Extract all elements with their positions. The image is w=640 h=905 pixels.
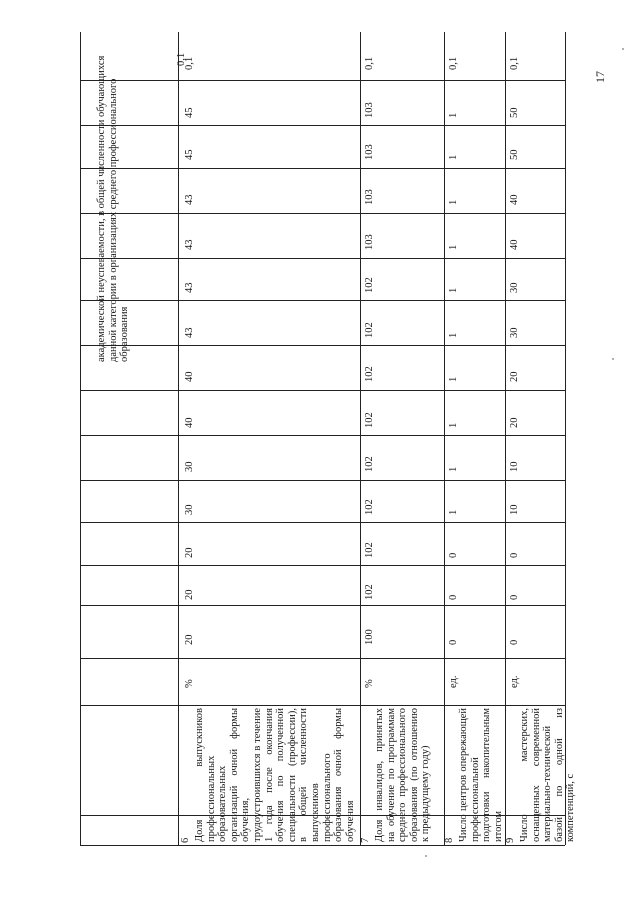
value-cell: 102 <box>364 456 375 472</box>
value-cell: 43 <box>184 282 195 293</box>
page-number: 17 <box>593 71 607 83</box>
value-cell: 1 <box>448 154 459 160</box>
value-cell: 20 <box>509 417 520 428</box>
value-cell: 50 <box>509 149 520 160</box>
value-cell: 1 <box>448 466 459 472</box>
value-cell: 0 <box>448 552 459 558</box>
value-cell: 43 <box>184 327 195 338</box>
indicator-description: Доля выпускников профессиональных образовательных организаций очной формы обучения, трудоустроившихся в течение 1 года после окончания обучения по полученной специальности (профессии), в общей численности выпускников профессионального образования очной формы обучения <box>194 708 356 842</box>
value-cell: 0 <box>448 639 459 645</box>
value-cell: 1 <box>448 509 459 515</box>
value-cell: 40 <box>509 194 520 205</box>
value-cell: 1 <box>448 332 459 338</box>
value-cell: 0 <box>509 594 520 600</box>
value-cell: 1 <box>448 244 459 250</box>
value-cell: 40 <box>509 239 520 250</box>
indicator-description: Число центров опережающей профессиональной подготовки накопительным итогом <box>458 708 504 842</box>
value-cell: 40 <box>184 371 195 382</box>
value-cell: 20 <box>509 371 520 382</box>
column-border <box>80 345 565 346</box>
value-cell: 0 <box>448 594 459 600</box>
column-border <box>80 845 565 846</box>
continuation-value: 0,1 <box>176 52 187 66</box>
row-border <box>444 32 445 845</box>
value-cell: 102 <box>364 584 375 600</box>
value-cell: 1 <box>448 287 459 293</box>
value-cell: 0,1 <box>184 56 195 70</box>
value-cell: 30 <box>509 327 520 338</box>
unit-cell: % <box>364 679 375 688</box>
value-cell: 1 <box>448 112 459 118</box>
value-cell: 30 <box>184 504 195 515</box>
row-border <box>80 32 81 845</box>
unit-cell: ед. <box>448 675 459 688</box>
value-cell: 100 <box>364 629 375 645</box>
value-cell: 0 <box>509 552 520 558</box>
value-cell: 0 <box>509 639 520 645</box>
value-cell: 10 <box>509 461 520 472</box>
column-border <box>80 125 565 126</box>
column-border <box>80 213 565 214</box>
value-cell: 45 <box>184 107 195 118</box>
value-cell: 102 <box>364 412 375 428</box>
value-cell: 43 <box>184 194 195 205</box>
value-cell: 103 <box>364 102 375 118</box>
value-cell: 43 <box>184 239 195 250</box>
value-cell: 102 <box>364 366 375 382</box>
column-border <box>80 658 565 659</box>
unit-cell: % <box>184 679 195 688</box>
column-border <box>80 565 565 566</box>
value-cell: 103 <box>364 144 375 160</box>
scan-speck <box>622 48 624 50</box>
column-border <box>80 480 565 481</box>
value-cell: 20 <box>184 589 195 600</box>
value-cell: 0,1 <box>448 56 459 70</box>
value-cell: 103 <box>364 189 375 205</box>
column-border <box>80 390 565 391</box>
value-cell: 40 <box>184 417 195 428</box>
continuation-text: академической неуспеваемости, в общей численности обучающихся данной категории в организациях среднего профессионального образования <box>96 55 131 362</box>
value-cell: 10 <box>509 504 520 515</box>
value-cell: 30 <box>184 461 195 472</box>
row-number: 7 <box>360 837 371 843</box>
value-cell: 0,1 <box>509 56 520 70</box>
column-border <box>80 168 565 169</box>
value-cell: 1 <box>448 199 459 205</box>
value-cell: 1 <box>448 422 459 428</box>
row-border <box>178 32 179 845</box>
column-border <box>80 605 565 606</box>
value-cell: 102 <box>364 322 375 338</box>
scan-speck <box>425 855 427 857</box>
value-cell: 1 <box>448 376 459 382</box>
column-border <box>80 705 565 706</box>
scan-speck <box>612 358 614 360</box>
row-number: 9 <box>505 837 516 843</box>
indicator-description: Число мастерских, оснащенных современной материально-технической базой по одной из компетенций, с <box>519 708 577 842</box>
value-cell: 0,1 <box>364 56 375 70</box>
row-border <box>360 32 361 845</box>
column-border <box>80 435 565 436</box>
unit-cell: ед. <box>509 675 520 688</box>
row-number: 6 <box>180 837 191 843</box>
value-cell: 20 <box>184 547 195 558</box>
column-border <box>80 80 565 81</box>
value-cell: 102 <box>364 277 375 293</box>
value-cell: 102 <box>364 542 375 558</box>
column-border <box>80 522 565 523</box>
column-border <box>80 258 565 259</box>
value-cell: 50 <box>509 107 520 118</box>
value-cell: 30 <box>509 282 520 293</box>
column-border <box>80 300 565 301</box>
row-number: 8 <box>444 837 455 843</box>
value-cell: 102 <box>364 499 375 515</box>
value-cell: 20 <box>184 634 195 645</box>
value-cell: 45 <box>184 149 195 160</box>
value-cell: 103 <box>364 234 375 250</box>
indicator-description: Доля инвалидов, принятых на обучение по программам среднего профессионального образования (по отношению к предыдущему году) <box>374 708 432 842</box>
row-border <box>505 32 506 845</box>
